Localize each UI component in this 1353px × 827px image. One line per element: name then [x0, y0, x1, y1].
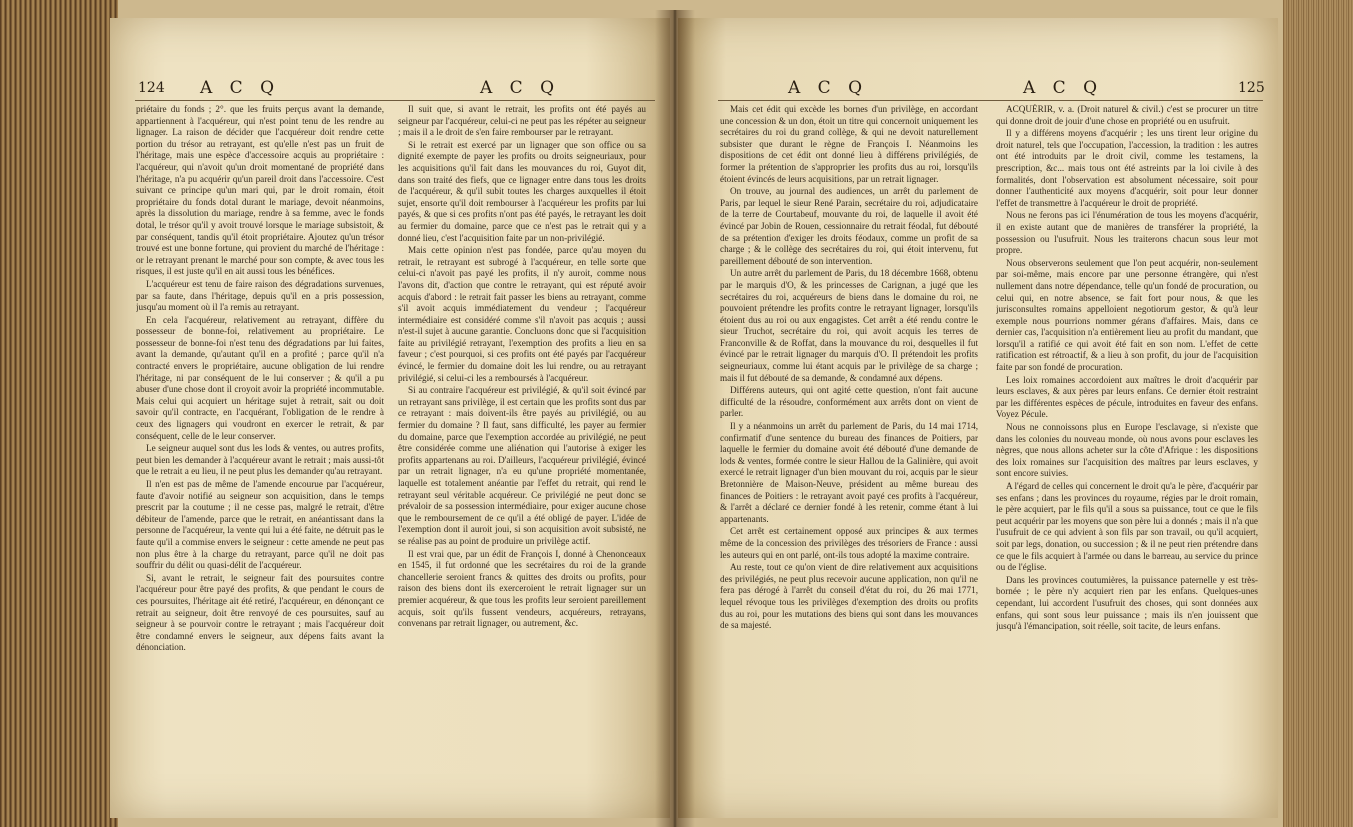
paragraph: Nous observerons seulement que l'on peut acquérir, non-seulement par soi-même, mais encore par une personne étrangère, qui n'est nullement dans notre dépendance, telle qu'un fondé de procuration, ou celui qui, en notre absence, se fait fort pour nous, & que les jurisconsultes romains appelloient negotiorum gestor, & qu'à leur exemple nous pourrions nommer gérans d'affaires. Mais, dans ce dernier cas, l'acquisition n'a entièrement lieu au profit du mandant, que lorsqu'il a ratifié ce qui avoit été fait en son nom. L'effet de cette ratification est rétroactif, & a lieu à son profit, du jour de l'acquisition faite par son fondé de procuration. [996, 257, 1258, 373]
right-column-1 [720, 104, 978, 809]
left-column-1 [136, 104, 384, 809]
paragraph: Différens auteurs, qui ont agité cette question, n'ont fait aucune difficulté de la résoudre, conformément aux arrêts dont on vient de parler. [720, 385, 978, 419]
right-running-head-1: A C Q [788, 78, 869, 98]
paragraph: Si le retrait est exercé par un lignager que son office ou sa dignité exempte de payer les profits ou droits seigneuriaux, pour les acquisitions qu'il fait dans les mouvances du roi, Guyot dit, dans son traité des fiefs, que ce lignager entre dans tous les droits de l'acquéreur, & qu'il subit toutes les charges auxquelles il étoit sujet, ensorte qu'il doit rembourser à l'acquéreur les profits par lui payés, & que si ces profits n'ont pas été payés, le retrayant les doit au fermier du domaine, parce que ce n'est pas le retrait qui y a donné lieu, c'est l'acquisition faite par un non-privilégié. [398, 139, 646, 243]
left-running-head-1: A C Q [200, 78, 281, 98]
paragraph: Cet arrêt est certainement opposé aux principes & aux termes même de la concession des privilèges des trésoriers de France : aussi les auteurs qui en ont parlé, ont-ils tous adopté la maxime contraire. [720, 526, 978, 560]
left-page-number: 124 [138, 80, 165, 96]
left-head-rule [135, 100, 655, 101]
left-column-2 [398, 104, 646, 809]
right-head-rule [718, 100, 1263, 101]
paragraph: Dans les provinces coutumières, la puissance paternelle y est très-bornée ; le père n'y acquiert rien par les enfans. Quelques-unes cependant, lui accordent l'usufruit des choses, qui sont données aux enfans, qui sont sous leur puissance ; mais ils n'en jouissent que jusqu'à l'émancipation, soit réelle, soit tacite, de leurs enfans. [996, 574, 1258, 632]
right-running-head-2: A C Q [1023, 78, 1104, 98]
paragraph: L'acquéreur est tenu de faire raison des dégradations survenues, par sa faute, dans l'héritage, depuis qu'il en a pris possession, jusqu'au moment où il l'a remis au retrayant. [136, 278, 384, 313]
right-page [678, 18, 1278, 818]
paragraph: Si, avant le retrait, le seigneur fait des poursuites contre l'acquéreur pour être payé des profits, & que pendant le cours de ces poursuites, l'héritage ait été retiré, l'acquéreur, en dénonçant ce retrait au seigneur, doit être renvoyé de ces poursuites, sauf au seigneur à se pourvoir contre le retrayant ; mais l'acquéreur doit être condamné envers le seigneur, aux dépens faits avant la dénonciation. [136, 572, 384, 653]
paragraph: Un autre arrêt du parlement de Paris, du 18 décembre 1668, obtenu par le marquis d'O, & les princesses de Carignan, a jugé que les secrétaires du roi, acquéreurs de biens dans le domaine du roi, ne pouvoient prétendre les profits contre le retrayant lignager, lorsqu'ils étoient dus au roi ou aux engagistes. Cet arrêt a été rendu contre le sieur Truchot, secrétaire du roi, qui avoit acquis les terres de Franconville & de Roffat, dans la mouvance du roi, desquelles il fut évincé par le retrait lignager du marquis d'O. Il prétendoit les profits seigneuriaux, comme lui étant acquis par le privilège de sa charge ; mais il fut débouté de sa demande, & condamné aux dépens. [720, 268, 978, 383]
paragraph: Il y a différens moyens d'acquérir ; les uns tirent leur origine du droit naturel, tels que l'occupation, l'accession, la tradition : les autres ont été introduits par le droit civil, comme les testamens, la prescription, &c... mais tous ont été astreints par la loi civile à des formalités, dont l'observation est absolument nécessaire, soit pour donner l'authenticité aux moyens d'acquérir, soit pour leur donner l'effet de transmettre à l'acquéreur le droit de propriété. [996, 128, 1258, 208]
paragraph: Il n'en est pas de même de l'amende encourue par l'acquéreur, faute d'avoir notifié au seigneur son acquisition, dans le temps prescrit par la coutume ; il ne cesse pas, malgré le retrait, d'être débiteur de l'amende, parce que le retrait, en anéantissant dans la personne de l'acquéreur, la vente qui lui a été faite, ne détruit pas le faute qu'il a commise envers le seigneur : cette amende ne peut pas non plus être à la charge du retrayant, parce qu'il ne doit pas souffrir du délit ou quasi-délit de l'acquéreur. [136, 479, 384, 571]
paragraph: Il est vrai que, par un édit de François I, donné à Chenonceaux en 1545, il fut ordonné que les secrétaires du roi de la grande chancellerie seroient francs & quittes des droits ou profits, pour raison des biens dont ils exerceroient le retrait lignager sur un premier acquéreur, & que tous les profits leur seroient pareillement acquis, soit qu'ils fussent vendeurs, acquéreurs, retrayans, convenans par retrait lignager, ou autrement, &c. [398, 548, 646, 629]
right-column-2 [996, 104, 1258, 809]
paragraph: Mais cet édit qui excède les bornes d'un privilège, en accordant une concession & un don, étoit un titre qui concernoit uniquement les secrétaires du roi du grand collège, & qui ne devoit naturellement subsister que durant le règne de François I. Néanmoins les dispositions de cet édit ont donné lieu à différens privilégiés, de former la prétention de s'approprier les profits dus au roi, lorsqu'ils étoient évincés de leurs acquisitions, par un retrait lignager. [720, 104, 978, 184]
right-page-number: 125 [1238, 80, 1265, 96]
book-gutter [655, 10, 695, 827]
left-page-edges [0, 0, 118, 827]
paragraph: En cela l'acquéreur, relativement au retrayant, diffère du possesseur de bonne-foi, relativement au propriétaire. Le possesseur de bonne-foi n'est tenu des dégradations par lui faites, avant la demande, qu'autant qu'il en a profité ; parce qu'il n'a contracté envers le propriétaire, aucune obligation de lui rendre l'héritage, ni par conséquent de le lui conserver ; & qu'il a pu abuser d'une chose dont il croyoit avoir la propriété incommutable. Mais celui qui acquiert un héritage sujet à retrait, sait ou doit savoir qu'il contracte, en l'acquérant, l'obligation de le rendre à ceux des lignagers qui voudront en exercer le retrait, & par conséquent, celle de le leur conserver. [136, 314, 384, 441]
paragraph: Au reste, tout ce qu'on vient de dire relativement aux acquisitions des privilégiés, ne peut plus recevoir aucune application, non qu'il ne fera pas dérogé à l'arrêt du conseil d'état du roi, du 26 mai 1771, lequel révoque tous les privilèges d'exemption des droits ou profits dus au roi, pour les mutations des biens qui sont dans les mouvances de sa majesté. [720, 562, 978, 631]
paragraph: A l'égard de celles qui concernent le droit qu'a le père, d'acquérir par ses enfans ; dans les provinces du royaume, régies par le droit romain, le père acquiert, par le fils qu'il a sous sa puissance, tout ce que le fils peut acquérir par les moyens que son père lui a donnés ; mais il n'a que l'usufruit de ce qui advient à son fils par son travail, ou qu'il acquiert, soit par legs, donation, ou succession ; & il ne peut rien prétendre dans ce que le fils acquiert à l'armée ou dans le barreau, au service du prince ou de l'église. [996, 481, 1258, 573]
paragraph: priétaire du fonds ; 2°. que les fruits perçus avant la demande, appartiennent à l'acquéreur, qui n'est point tenu de les rendre au lignager. La raison de décider que l'acquéreur doit rendre cette portion du trésor au retrayant, est qu'elle n'est pas un fruit de l'héritage, mais une espèce d'accessoire acquis au propriétaire : l'acquéreur, qui n'avoit qu'un droit momentané de propriété dans l'héritage, n'a pu acquérir qu'un pareil droit dans l'accessoire. C'est suivant ce principe qu'un mari qui, par le droit romain, étoit propriétaire du fonds dotal durant le mariage, devoit néanmoins, après la dissolution du mariage, rendre à sa femme, avec le fonds dotal, le trésor qu'il y avoit trouvé lorsque le mariage subsistoit, & par conséquent, tandis qu'il étoit propriétaire. Ajoutez qu'un trésor trouvé est une bonne fortune, qui provient du marché de l'héritage : or le retrayant prenant le marché pour son compte, & avec tous les risques, il est juste qu'il en ait aussi tous les bénéfices. [136, 104, 384, 277]
paragraph: Il suit que, si avant le retrait, les profits ont été payés au seigneur par l'acquéreur, celui-ci ne peut pas les répéter au seigneur ; mais il a le droit de s'en faire rembourser par le retrayant. [398, 104, 646, 138]
paragraph: Nous ne connoissons plus en Europe l'esclavage, si n'existe que dans les colonies du nouveau monde, où nous avons pour esclaves les nègres, que nous allons acheter sur la côte d'Afrique : les dispositions des loix romaines sur l'acquisition des maîtres par leurs esclaves, y sont encore suivies. [996, 422, 1258, 479]
paragraph: Il y a néanmoins un arrêt du parlement de Paris, du 14 mai 1714, confirmatif d'une sentence du bureau des finances de Poitiers, par laquelle le fermier du domaine avoit été débouté d'une demande de lods & ventes, formée contre le sieur Hallou de la Galinière, qui avoit exercé le retrait lignager d'un bien mouvant du roi, acquis par le sieur Bretonnière de Maison-Neuve, président au même bureau des finances de Poitiers : le retrayant avoit payé ces profits à l'acquéreur, & l'arrêt a déclaré ce dernier fondé à les retenir, comme étant à lui appartenants. [720, 421, 978, 524]
paragraph: Mais cette opinion n'est pas fondée, parce qu'au moyen du retrait, le retrayant est subrogé à l'acquéreur, en telle sorte que celui-ci n'avoit pas payé les profits, il n'y auroit, comme nous l'avons dit, d'action que contre le retrayant, qui est réputé avoir acquis d'abord : le retrait fait passer les biens au retrayant, comme s'il avoit acquis immédiatement du vendeur ; l'acquéreur intermédiaire est considéré comme s'il n'avoit pas acquis ; aussi n'est-il sujet à aucune garantie. Concluons donc que si l'acquisition faite au privilégié retrayant, l'exemption des profits a lieu en sa faveur ; c'est pourquoi, si ces profits ont été payés par l'acquéreur évincé, le fermier du domaine doit les lui rendre, ou au retrayant privilégié, si celui-ci les a remboursés à l'acquéreur. [398, 245, 646, 383]
paragraph: Nous ne ferons pas ici l'énumération de tous les moyens d'acquérir, il en existe autant que de manières de transférer la propriété, la possession ou l'usufruit. Nous les traiterons chacun sous leur mot propre. [996, 210, 1258, 256]
paragraph: On trouve, au journal des audiences, un arrêt du parlement de Paris, par lequel le sieur René Parain, secrétaire du roi, adjudicataire de la terre de Courtabeuf, mouvante du roi, de laquelle il avoit été évincé par Jobin de Rouen, cessionnaire du retrait féodal, fut débouté de sa prétention d'exiger les droits féodaux, comme un profit de sa charge ; & le collège des secrétaires du roi, qui étoit intervenu, fut pareillement débouté de son intervention. [720, 186, 978, 266]
left-running-head-2: A C Q [480, 78, 561, 98]
paragraph: Le seigneur auquel sont dus les lods & ventes, ou autres profits, peut bien les demander à l'acquéreur avant le retrait ; mais aussi-tôt que le retrait a eu lieu, il ne peut plus les demander qu'au retrayant. [136, 443, 384, 477]
right-page-edges [1283, 0, 1353, 827]
paragraph: Si au contraire l'acquéreur est privilégié, & qu'il soit évincé par un retrayant sans privilège, il est certain que les profits sont dus par ce retrayant : mais doivent-ils être payés au privilégié, ou au fermier du domaine ? Il faut, sans difficulté, les payer au fermier du domaine, parce que l'exemption accordée au privilégié, ne peut être considérée comme une aliénation qui l'autorise à exiger les profits appartenans au roi. D'ailleurs, l'acquéreur privilégié, évincé par un retrait lignager, n'a eu qu'une propriété momentanée, laquelle est totalement anéantie par l'effet du retrait, qui rend le retrayant seul véritable acquéreur. Ce privilégié ne peut donc se prévaloir de sa possession intermédiaire, pour exiger aucune chose que le remboursement de ce qu'il a été obligé de payer. L'idée de l'exemption dont il auroit joui, si son acquisition avoit subsisté, ne se réalise pas au point de produire un privilège actif. [398, 385, 646, 546]
left-page [110, 18, 670, 818]
paragraph: ACQUÉRIR, v. a. (Droit naturel & civil.) c'est se procurer un titre qui donne droit de jouir d'une chose en propriété ou en usufruit. [996, 104, 1258, 126]
paragraph: Les loix romaines accordoient aux maîtres le droit d'acquérir par leurs esclaves, & aux pères par leurs enfans. Ce dernier étoit restraint par les différentes espèces de pécule, introduites en faveur des enfans. Voyez Pécule. [996, 374, 1258, 420]
